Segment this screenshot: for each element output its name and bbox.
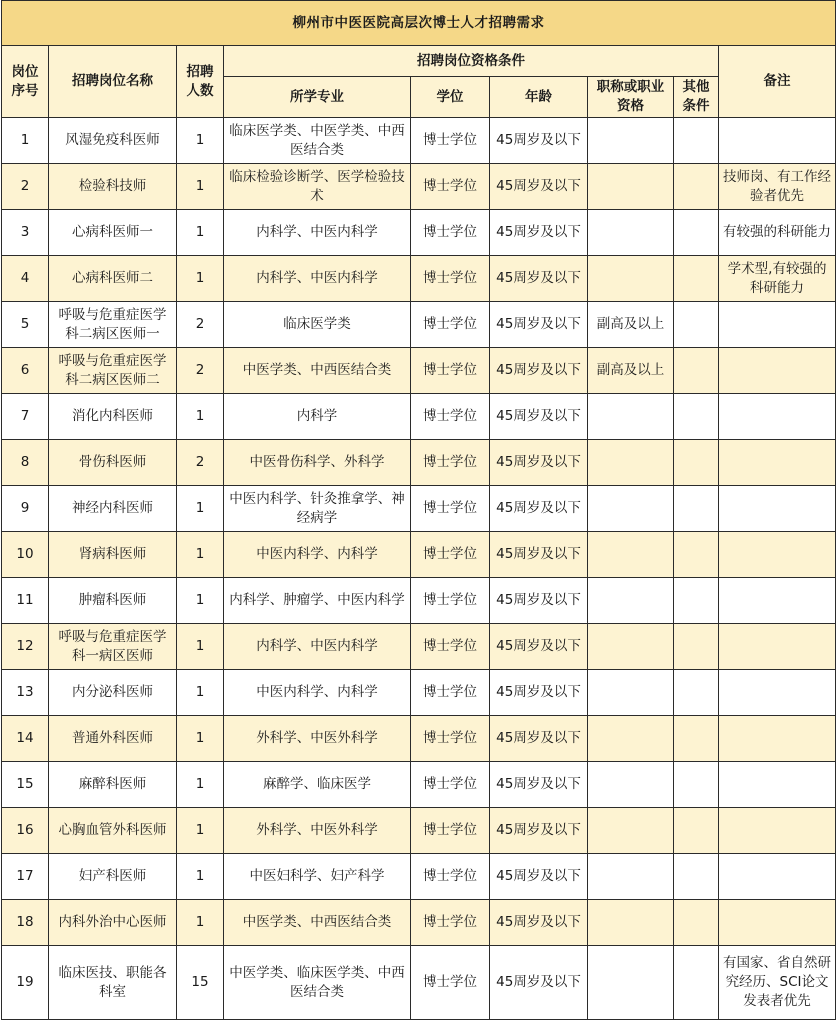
- cell-other: [674, 670, 719, 716]
- cell-other: [674, 210, 719, 256]
- table-row: [2, 486, 836, 532]
- cell-seq: 5: [2, 302, 49, 348]
- cell-degree: 博士学位: [411, 440, 490, 486]
- table-row: [2, 578, 836, 624]
- cell-age: 45周岁及以下: [490, 670, 588, 716]
- cell-position: 呼吸与危重症医学科一病区医师: [49, 624, 177, 670]
- cell-seq: 12: [2, 624, 49, 670]
- table-row: [2, 624, 836, 670]
- cell-degree: 博士学位: [411, 670, 490, 716]
- cell-position: 内科外治中心医师: [49, 900, 177, 946]
- header-age: 年龄: [490, 77, 588, 118]
- cell-remark: [719, 808, 836, 854]
- cell-count: 1: [177, 716, 224, 762]
- cell-age: 45周岁及以下: [490, 440, 588, 486]
- table-row: [2, 762, 836, 808]
- cell-age: 45周岁及以下: [490, 302, 588, 348]
- cell-seq: 14: [2, 716, 49, 762]
- cell-title-requirement: [588, 578, 674, 624]
- cell-remark: [719, 118, 836, 164]
- cell-seq: 4: [2, 256, 49, 302]
- cell-seq: 8: [2, 440, 49, 486]
- cell-major: 临床医学类: [224, 302, 411, 348]
- cell-position: 神经内科医师: [49, 486, 177, 532]
- table-row: [2, 854, 836, 900]
- cell-position: 麻醉科医师: [49, 762, 177, 808]
- cell-other: [674, 118, 719, 164]
- cell-age: 45周岁及以下: [490, 624, 588, 670]
- cell-other: [674, 808, 719, 854]
- cell-age: 45周岁及以下: [490, 946, 588, 1020]
- cell-seq: 9: [2, 486, 49, 532]
- cell-age: 45周岁及以下: [490, 486, 588, 532]
- cell-title-requirement: [588, 716, 674, 762]
- cell-remark: [719, 532, 836, 578]
- cell-position: 内分泌科医师: [49, 670, 177, 716]
- header-title-requirement: 职称或职业资格: [588, 77, 674, 118]
- table-row: [2, 716, 836, 762]
- cell-major: 麻醉学、临床医学: [224, 762, 411, 808]
- cell-seq: 7: [2, 394, 49, 440]
- cell-seq: 17: [2, 854, 49, 900]
- cell-other: [674, 854, 719, 900]
- cell-remark: [719, 900, 836, 946]
- cell-major: 临床检验诊断学、医学检验技术: [224, 164, 411, 210]
- cell-age: 45周岁及以下: [490, 578, 588, 624]
- cell-count: 1: [177, 532, 224, 578]
- cell-count: 1: [177, 256, 224, 302]
- cell-major: 外科学、中医外科学: [224, 808, 411, 854]
- cell-remark: [719, 440, 836, 486]
- cell-title-requirement: [588, 164, 674, 210]
- cell-seq: 16: [2, 808, 49, 854]
- cell-count: 1: [177, 578, 224, 624]
- cell-age: 45周岁及以下: [490, 164, 588, 210]
- table-row: [2, 946, 836, 1020]
- header-degree: 学位: [411, 77, 490, 118]
- cell-position: 心病科医师二: [49, 256, 177, 302]
- cell-major: 内科学、中医内科学: [224, 624, 411, 670]
- cell-degree: 博士学位: [411, 486, 490, 532]
- cell-seq: 10: [2, 532, 49, 578]
- cell-remark: [719, 486, 836, 532]
- cell-position: 临床医技、职能各科室: [49, 946, 177, 1020]
- cell-title-requirement: [588, 532, 674, 578]
- cell-age: 45周岁及以下: [490, 256, 588, 302]
- cell-position: 妇产科医师: [49, 854, 177, 900]
- cell-other: [674, 164, 719, 210]
- cell-other: [674, 946, 719, 1020]
- cell-age: 45周岁及以下: [490, 854, 588, 900]
- cell-position: 心病科医师一: [49, 210, 177, 256]
- cell-major: 中医学类、中西医结合类: [224, 348, 411, 394]
- cell-degree: 博士学位: [411, 302, 490, 348]
- cell-major: 临床医学类、中医学类、中西医结合类: [224, 118, 411, 164]
- cell-remark: 有较强的科研能力: [719, 210, 836, 256]
- cell-major: 中医妇科学、妇产科学: [224, 854, 411, 900]
- cell-degree: 博士学位: [411, 900, 490, 946]
- cell-remark: [719, 578, 836, 624]
- table-row: [2, 670, 836, 716]
- table-row: [2, 210, 836, 256]
- cell-position: 肿瘤科医师: [49, 578, 177, 624]
- cell-degree: 博士学位: [411, 716, 490, 762]
- cell-major: 中医内科学、针灸推拿学、神经病学: [224, 486, 411, 532]
- cell-remark: [719, 624, 836, 670]
- header-major: 所学专业: [224, 77, 411, 118]
- table-row: [2, 440, 836, 486]
- cell-remark: [719, 762, 836, 808]
- cell-position: 检验科技师: [49, 164, 177, 210]
- cell-degree: 博士学位: [411, 210, 490, 256]
- cell-count: 2: [177, 302, 224, 348]
- cell-remark: 有国家、省自然研究经历、SCI论文发表者优先: [719, 946, 836, 1020]
- cell-seq: 6: [2, 348, 49, 394]
- table-row: [2, 348, 836, 394]
- cell-title-requirement: [588, 624, 674, 670]
- cell-degree: 博士学位: [411, 118, 490, 164]
- cell-title-requirement: [588, 808, 674, 854]
- header-count: 招聘人数: [177, 46, 224, 118]
- cell-age: 45周岁及以下: [490, 808, 588, 854]
- recruitment-table: [1, 0, 836, 1020]
- cell-count: 1: [177, 854, 224, 900]
- cell-remark: [719, 348, 836, 394]
- cell-position: 普通外科医师: [49, 716, 177, 762]
- cell-title-requirement: [588, 762, 674, 808]
- cell-count: 1: [177, 670, 224, 716]
- table-row: [2, 900, 836, 946]
- cell-seq: 19: [2, 946, 49, 1020]
- cell-other: [674, 394, 719, 440]
- header-seq: 岗位序号: [2, 46, 49, 118]
- cell-major: 中医内科学、内科学: [224, 532, 411, 578]
- cell-count: 1: [177, 118, 224, 164]
- cell-other: [674, 900, 719, 946]
- cell-title-requirement: [588, 118, 674, 164]
- header-position: 招聘岗位名称: [49, 46, 177, 118]
- cell-other: [674, 440, 719, 486]
- cell-count: 1: [177, 624, 224, 670]
- cell-degree: 博士学位: [411, 394, 490, 440]
- cell-remark: [719, 670, 836, 716]
- cell-major: 内科学、肿瘤学、中医内科学: [224, 578, 411, 624]
- cell-title-requirement: [588, 394, 674, 440]
- cell-position: 肾病科医师: [49, 532, 177, 578]
- table-row: [2, 302, 836, 348]
- cell-seq: 3: [2, 210, 49, 256]
- cell-count: 1: [177, 210, 224, 256]
- cell-title-requirement: 副高及以上: [588, 302, 674, 348]
- cell-count: 1: [177, 164, 224, 210]
- table-body: [2, 118, 836, 1020]
- cell-major: 内科学: [224, 394, 411, 440]
- cell-degree: 博士学位: [411, 946, 490, 1020]
- table-row: [2, 808, 836, 854]
- cell-age: 45周岁及以下: [490, 762, 588, 808]
- cell-major: 中医学类、临床医学类、中西医结合类: [224, 946, 411, 1020]
- table-row: [2, 532, 836, 578]
- cell-seq: 15: [2, 762, 49, 808]
- cell-other: [674, 256, 719, 302]
- cell-seq: 13: [2, 670, 49, 716]
- cell-remark: [719, 854, 836, 900]
- cell-degree: 博士学位: [411, 624, 490, 670]
- cell-degree: 博士学位: [411, 854, 490, 900]
- cell-title-requirement: [588, 256, 674, 302]
- cell-major: 内科学、中医内科学: [224, 256, 411, 302]
- cell-remark: [719, 394, 836, 440]
- cell-seq: 11: [2, 578, 49, 624]
- cell-major: 中医内科学、内科学: [224, 670, 411, 716]
- cell-age: 45周岁及以下: [490, 348, 588, 394]
- cell-degree: 博士学位: [411, 164, 490, 210]
- cell-other: [674, 624, 719, 670]
- table-row: [2, 256, 836, 302]
- header-remark: 备注: [719, 46, 836, 118]
- cell-age: 45周岁及以下: [490, 118, 588, 164]
- cell-title-requirement: [588, 670, 674, 716]
- cell-degree: 博士学位: [411, 348, 490, 394]
- cell-seq: 1: [2, 118, 49, 164]
- cell-other: [674, 302, 719, 348]
- cell-title-requirement: [588, 900, 674, 946]
- cell-other: [674, 716, 719, 762]
- table-row: [2, 394, 836, 440]
- cell-other: [674, 486, 719, 532]
- cell-other: [674, 532, 719, 578]
- cell-count: 1: [177, 394, 224, 440]
- cell-title-requirement: [588, 946, 674, 1020]
- cell-count: 15: [177, 946, 224, 1020]
- cell-degree: 博士学位: [411, 762, 490, 808]
- cell-remark: [719, 716, 836, 762]
- cell-position: 骨伤科医师: [49, 440, 177, 486]
- table-row: [2, 118, 836, 164]
- cell-remark: [719, 302, 836, 348]
- cell-seq: 2: [2, 164, 49, 210]
- cell-title-requirement: [588, 440, 674, 486]
- cell-age: 45周岁及以下: [490, 716, 588, 762]
- header-other: 其他条件: [674, 77, 719, 118]
- cell-count: 1: [177, 808, 224, 854]
- cell-degree: 博士学位: [411, 808, 490, 854]
- cell-age: 45周岁及以下: [490, 532, 588, 578]
- cell-count: 1: [177, 762, 224, 808]
- cell-count: 2: [177, 440, 224, 486]
- cell-count: 1: [177, 900, 224, 946]
- table-row: [2, 164, 836, 210]
- cell-degree: 博士学位: [411, 256, 490, 302]
- cell-major: 中医学类、中西医结合类: [224, 900, 411, 946]
- table-title: 柳州市中医医院高层次博士人才招聘需求: [2, 1, 836, 46]
- cell-other: [674, 348, 719, 394]
- cell-age: 45周岁及以下: [490, 900, 588, 946]
- cell-title-requirement: [588, 210, 674, 256]
- cell-title-requirement: 副高及以上: [588, 348, 674, 394]
- cell-degree: 博士学位: [411, 532, 490, 578]
- cell-age: 45周岁及以下: [490, 210, 588, 256]
- cell-title-requirement: [588, 854, 674, 900]
- cell-degree: 博士学位: [411, 578, 490, 624]
- cell-age: 45周岁及以下: [490, 394, 588, 440]
- cell-major: 外科学、中医外科学: [224, 716, 411, 762]
- cell-position: 呼吸与危重症医学科二病区医师二: [49, 348, 177, 394]
- header-qualifications: 招聘岗位资格条件: [224, 46, 719, 77]
- cell-position: 消化内科医师: [49, 394, 177, 440]
- cell-count: 2: [177, 348, 224, 394]
- cell-major: 内科学、中医内科学: [224, 210, 411, 256]
- cell-other: [674, 578, 719, 624]
- cell-position: 呼吸与危重症医学科二病区医师一: [49, 302, 177, 348]
- cell-major: 中医骨伤科学、外科学: [224, 440, 411, 486]
- cell-position: 风湿免疫科医师: [49, 118, 177, 164]
- cell-remark: 学术型,有较强的科研能力: [719, 256, 836, 302]
- cell-count: 1: [177, 486, 224, 532]
- cell-other: [674, 762, 719, 808]
- cell-remark: 技师岗、有工作经验者优先: [719, 164, 836, 210]
- cell-title-requirement: [588, 486, 674, 532]
- cell-seq: 18: [2, 900, 49, 946]
- cell-position: 心胸血管外科医师: [49, 808, 177, 854]
